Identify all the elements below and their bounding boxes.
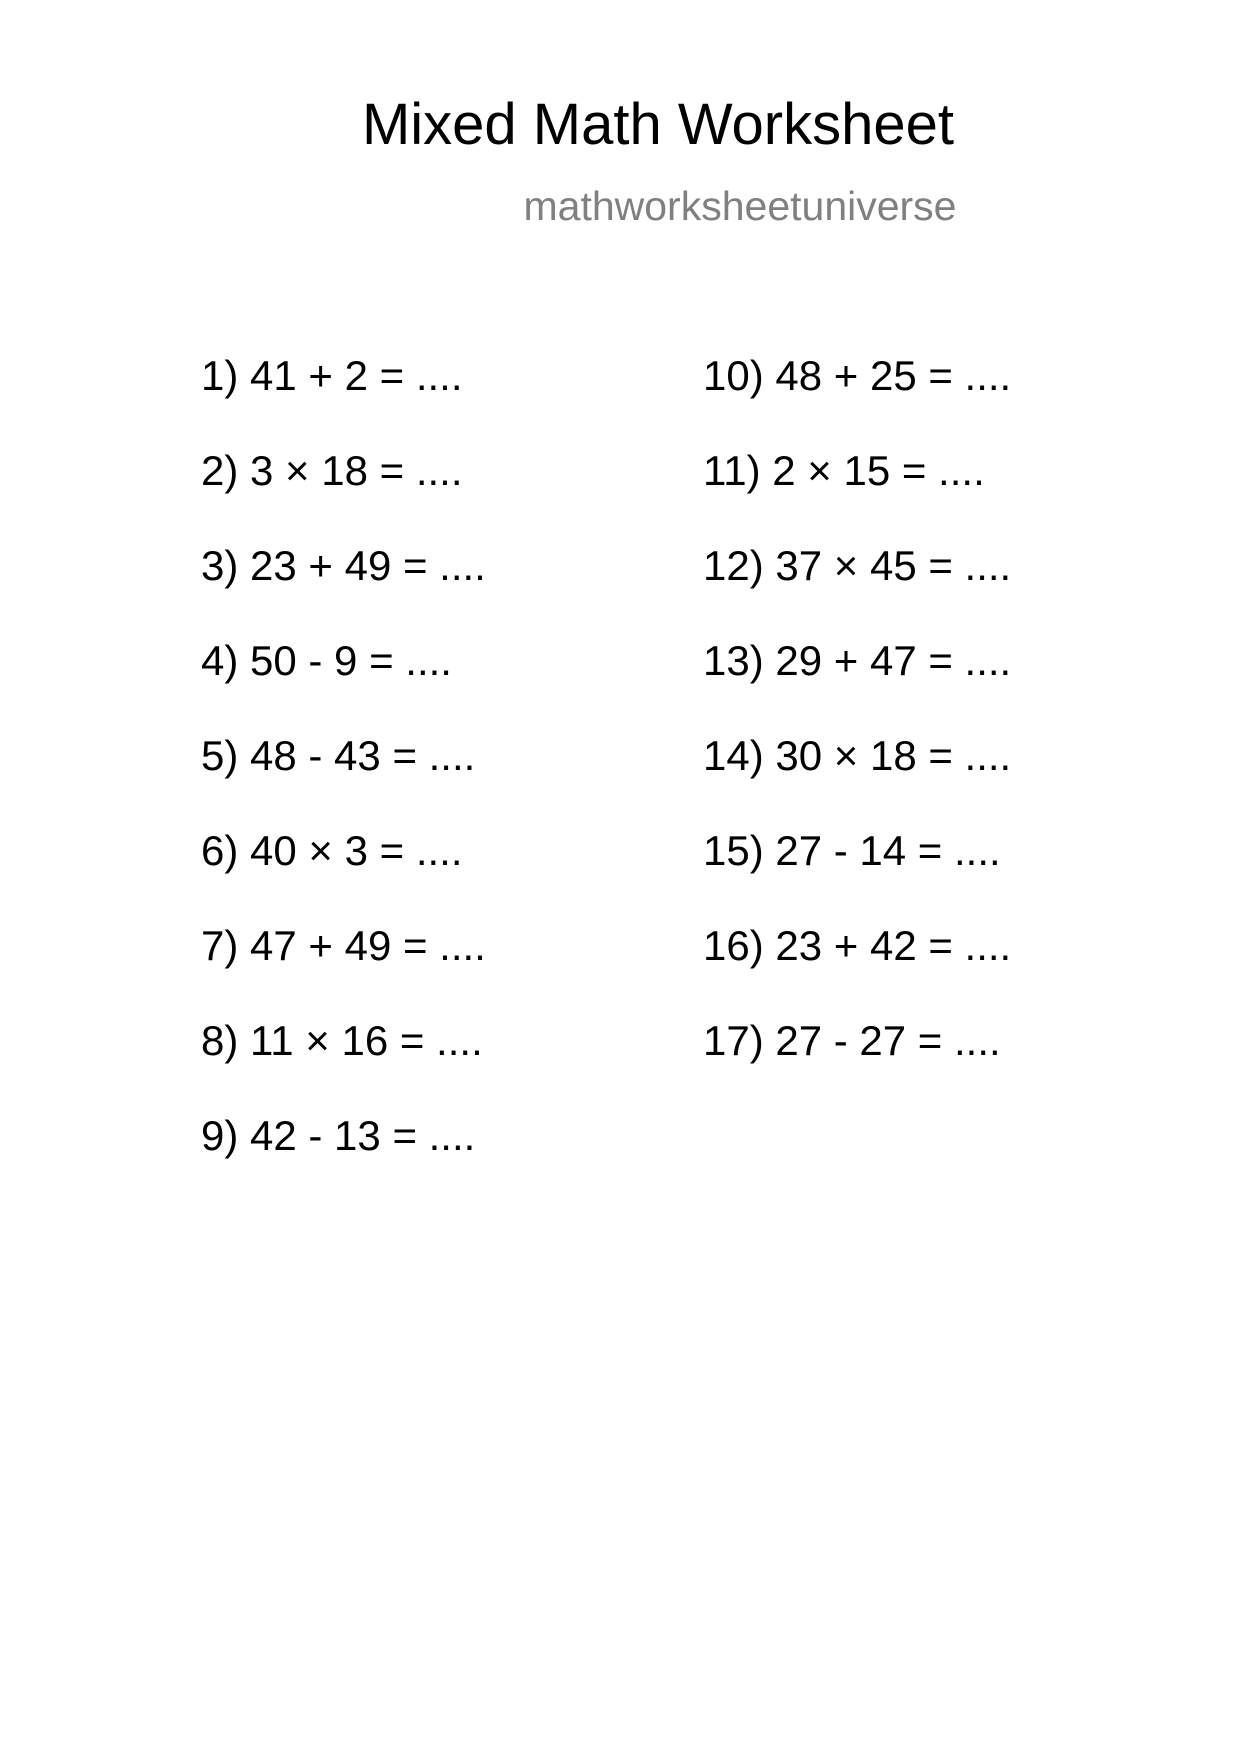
problem-item: 14) 30 × 18 = ....	[703, 732, 1012, 779]
problems-column-right	[703, 352, 1012, 1115]
problem-item: 3) 23 + 49 = ....	[201, 542, 486, 589]
problem-item: 4) 50 - 9 = ....	[201, 637, 452, 684]
problem-item: 9) 42 - 13 = ....	[201, 1112, 476, 1159]
problem-item: 17) 27 - 27 = ....	[703, 1017, 1001, 1064]
problem-item: 11) 2 × 15 = ....	[703, 447, 985, 494]
problem-item: 6) 40 × 3 = ....	[201, 827, 463, 874]
problem-item: 7) 47 + 49 = ....	[201, 922, 486, 969]
problems-column-left	[201, 352, 486, 1210]
problem-item: 15) 27 - 14 = ....	[703, 827, 1001, 874]
worksheet-source: mathworksheetuniverse	[523, 183, 957, 229]
problem-item: 1) 41 + 2 = ....	[201, 352, 463, 399]
problem-item: 5) 48 - 43 = ....	[201, 732, 476, 779]
problem-item: 8) 11 × 16 = ....	[201, 1017, 483, 1064]
problem-item: 16) 23 + 42 = ....	[703, 922, 1012, 969]
worksheet-title: Mixed Math Worksheet	[361, 92, 955, 157]
problem-item: 12) 37 × 45 = ....	[703, 542, 1012, 589]
problem-item: 2) 3 × 18 = ....	[201, 447, 463, 494]
problem-item: 13) 29 + 47 = ....	[703, 637, 1012, 684]
problem-item: 10) 48 + 25 = ....	[703, 352, 1012, 399]
